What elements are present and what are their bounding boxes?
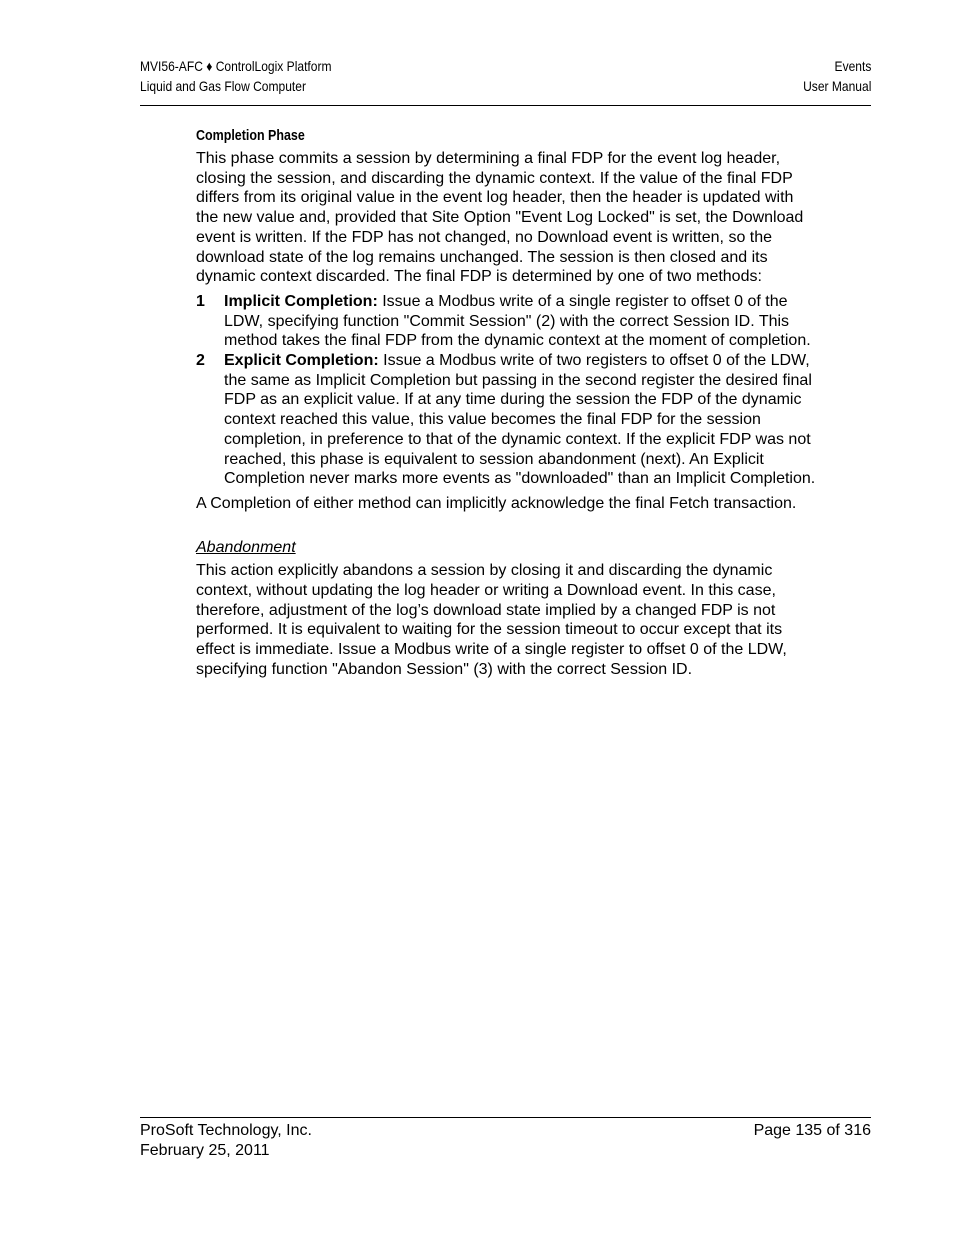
abandonment-heading: Abandonment <box>196 538 296 556</box>
chapter-name: Events <box>834 58 871 74</box>
list-item-text: Issue a Modbus write of two registers to offset 0 of the LDW, the same as Implicit Completion but passing in the second register the desired final FDP as an explicit value. If at any time during the session the FDP of the dynamic context reached this value, this value becomes the final FDP for the session completion, in preference to that of the dynamic context. If the explicit FDP was not reached, this phase is equivalent to session abandonment (next). An Explicit Completion never marks more events as "downloaded" than an Implicit Completion. <box>224 352 816 488</box>
footer-left <box>140 1121 312 1160</box>
page-number: Page 135 of 316 <box>753 1122 871 1139</box>
list-item <box>196 292 816 351</box>
header-right <box>803 57 871 96</box>
list-item-term: Explicit Completion: <box>224 352 379 370</box>
intro-paragraph: This phase commits a session by determining a final FDP for the event log header, closing the session, and discarding the dynamic context. If the value of the final FDP differs from its original value in the event log header, then the header is updated with the new value and, provided that Site Option "Event Log Locked" is set, the Download event is written. If the FDP has not changed, no Download event is written, so the download state of the log remains unchanged. The session is then closed and its dynamic context discarded. The final FDP is determined by one of two methods: <box>196 150 804 286</box>
product-name: MVI56-AFC ♦ ControlLogix Platform <box>140 58 332 74</box>
footer-right <box>754 1121 871 1141</box>
page-footer <box>140 1117 871 1159</box>
header-left <box>140 57 331 96</box>
list-item-term: Implicit Completion: <box>224 292 378 310</box>
product-description: Liquid and Gas Flow Computer <box>140 77 306 94</box>
section-heading: Completion Phase <box>196 128 305 144</box>
page-header <box>140 56 871 106</box>
completion-note: A Completion of either method can implicitly acknowledge the final Fetch transaction. <box>196 494 797 512</box>
publication-date: February 25, 2011 <box>140 1141 270 1159</box>
company-name: ProSoft Technology, Inc. <box>140 1122 312 1139</box>
list-item <box>196 351 816 489</box>
completion-methods-list <box>196 292 816 489</box>
list-item-text: Issue a Modbus write of a single register to offset 0 of the LDW, specifying function "Commit Session" (2) with the correct Session ID. This method takes the final FDP from the dynamic context at the moment of completion. <box>224 292 811 350</box>
manual-type: User Manual <box>802 77 871 94</box>
page-body <box>196 125 816 685</box>
abandonment-paragraph: This action explicitly abandons a session by closing it and discarding the dynamic context, without updating the log header or writing a Download event. In this case, therefore, adjustment of the log’s download state implied by a changed FDP is not performed. It is equivalent to waiting for the session timeout to occur except that its effect is immediate. Issue a Modbus write of a single register to offset 0 of the LDW, specifying function "Abandon Session" (3) with the correct Session ID. <box>196 562 787 678</box>
list-item-number: 1 <box>196 292 205 310</box>
list-item-number: 2 <box>196 352 205 370</box>
